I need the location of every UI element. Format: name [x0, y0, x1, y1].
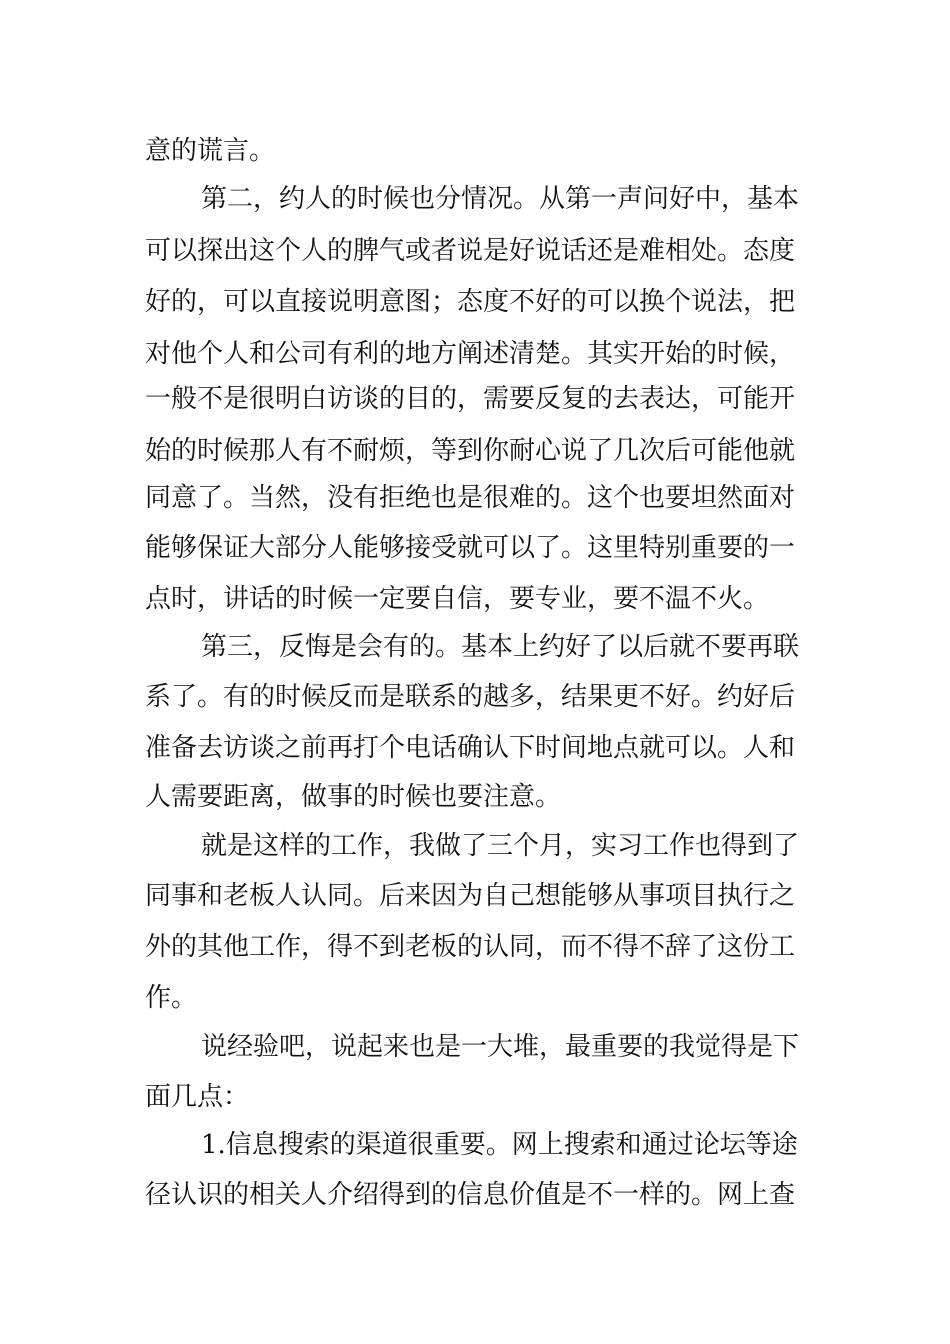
- text-line: 点时，讲话的时候一定要自信，要专业，要不温不火。: [145, 584, 770, 614]
- text-line: 可以探出这个人的脾气或者说是好说话还是难相处。态度: [145, 236, 796, 266]
- list-item-1-line: 1.信息搜索的渠道很重要。网上搜索和通过论坛等途: [201, 1130, 798, 1160]
- text-line: 能够保证大部分人能够接受就可以了。这里特别重要的一: [145, 533, 796, 563]
- text-line: 同意了。当然，没有拒绝也是很难的。这个也要坦然面对: [145, 483, 796, 513]
- text-line: 面几点：: [145, 1082, 250, 1112]
- paragraph-2-line: 第二，约人的时候也分情况。从第一声问好中，基本: [201, 184, 800, 214]
- text-line: 径认识的相关人介绍得到的信息价值是不一样的。网上查: [145, 1180, 796, 1210]
- text-line: 准备去访谈之前再打个电话确认下时间地点就可以。人和: [145, 733, 796, 763]
- text-line: 作。: [145, 983, 198, 1013]
- paragraph-5-line: 说经验吧，说起来也是一大堆，最重要的我觉得是下: [201, 1032, 800, 1062]
- text-line: 好的，可以直接说明意图；态度不好的可以换个说法，把: [145, 287, 796, 317]
- text-line: 意的谎言。: [145, 136, 276, 166]
- text-line: 系了。有的时候反而是联系的越多，结果更不好。约好后: [145, 682, 796, 712]
- text-line: 同事和老板人认同。后来因为自己想能够从事项目执行之: [145, 881, 796, 911]
- paragraph-4-line: 就是这样的工作，我做了三个月，实习工作也得到了: [201, 831, 800, 861]
- text-line: 对他个人和公司有利的地方阐述清楚。其实开始的时候，: [145, 339, 796, 369]
- text-line: 外的其他工作，得不到老板的认同，而不得不辞了这份工: [145, 932, 796, 962]
- text-line: 一般不是很明白访谈的目的，需要反复的去表达，可能开: [145, 384, 796, 414]
- text-line: 始的时候那人有不耐烦，等到你耐心说了几次后可能他就: [145, 436, 796, 466]
- paragraph-3-line: 第三，反悔是会有的。基本上约好了以后就不要再联: [201, 632, 800, 662]
- text-line: 人需要距离，做事的时候也要注意。: [145, 782, 562, 812]
